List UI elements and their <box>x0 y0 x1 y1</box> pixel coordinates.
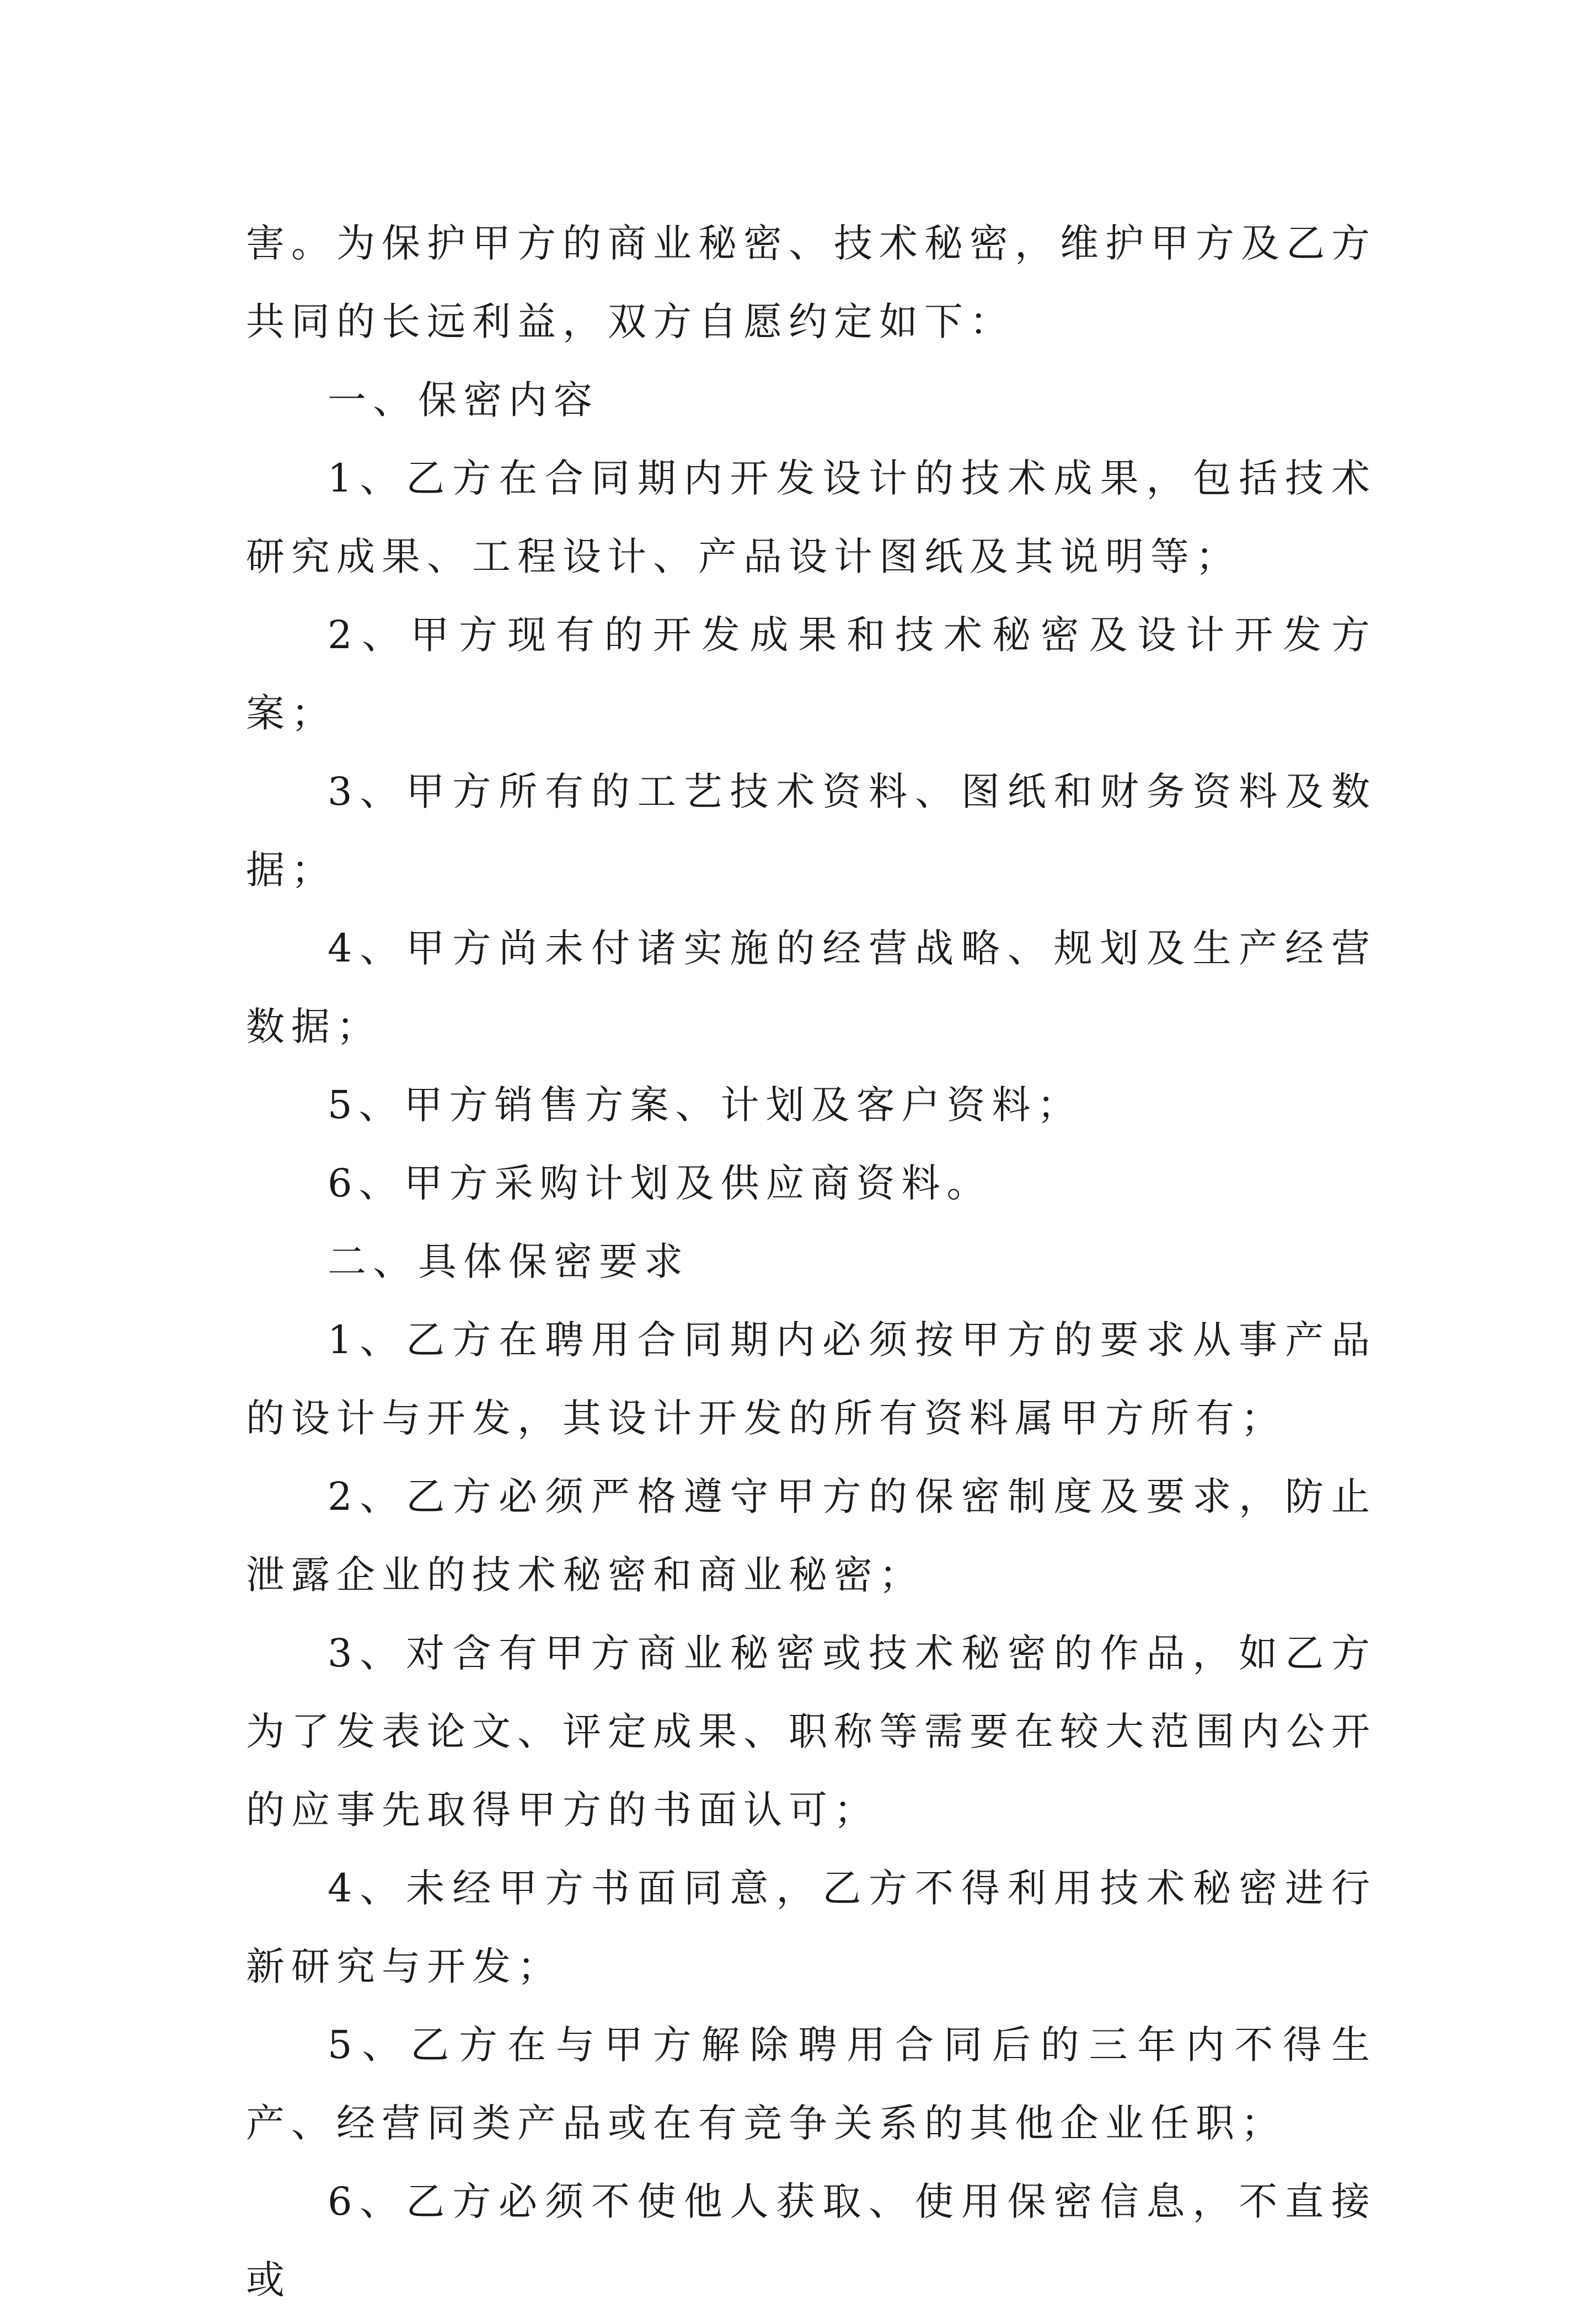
paragraph-item-3: 3、甲方所有的工艺技术资料、图纸和财务资料及数据； <box>246 769 1377 893</box>
requirement-item-1: 1、乙方在聘用合同期内必须按甲方的要求从事产品的设计与开发，其设计开发的所有资料属甲方所有； <box>246 1317 1377 1441</box>
paragraph-item-6: 6、甲方采购计划及供应商资料。 <box>328 1161 992 1206</box>
section-heading-confidential-content: 一、保密内容 <box>328 377 599 423</box>
requirement-item-2: 2、乙方必须严格遵守甲方的保密制度及要求，防止泄露企业的技术秘密和商业秘密； <box>246 1474 1377 1597</box>
requirement-item-3: 3、对含有甲方商业秘密或技术秘密的作品，如乙方为了发表论文、评定成果、职称等需要在较大范围内公开的应事先取得甲方的书面认可； <box>246 1631 1377 1832</box>
paragraph-item-1: 1、乙方在合同期内开发设计的技术成果，包括技术研究成果、工程设计、产品设计图纸及其说明等； <box>246 456 1377 579</box>
paragraph-item-2: 2、甲方现有的开发成果和技术秘密及设计开发方案； <box>246 612 1377 736</box>
requirement-item-5: 5、乙方在与甲方解除聘用合同后的三年内不得生产、经营同类产品或在有竞争关系的其他企业任职； <box>246 2022 1377 2146</box>
paragraph-item-4: 4、甲方尚未付诸实施的经营战略、规划及生产经营数据； <box>246 926 1377 1049</box>
paragraph-item-5: 5、甲方销售方案、计划及客户资料； <box>328 1082 1083 1128</box>
document-body <box>246 204 1377 2319</box>
paragraph-1: 害。为保护甲方的商业秘密、技术秘密，维护甲方及乙方共同的长远利益，双方自愿约定如下： <box>246 221 1377 344</box>
section-heading-requirements: 二、具体保密要求 <box>328 1239 689 1284</box>
requirement-item-4: 4、未经甲方书面同意，乙方不得利用技术秘密进行新研究与开发； <box>246 1866 1377 1989</box>
requirement-item-6: 6、乙方必须不使他人获取、使用保密信息，不直接或 <box>246 2179 1377 2302</box>
